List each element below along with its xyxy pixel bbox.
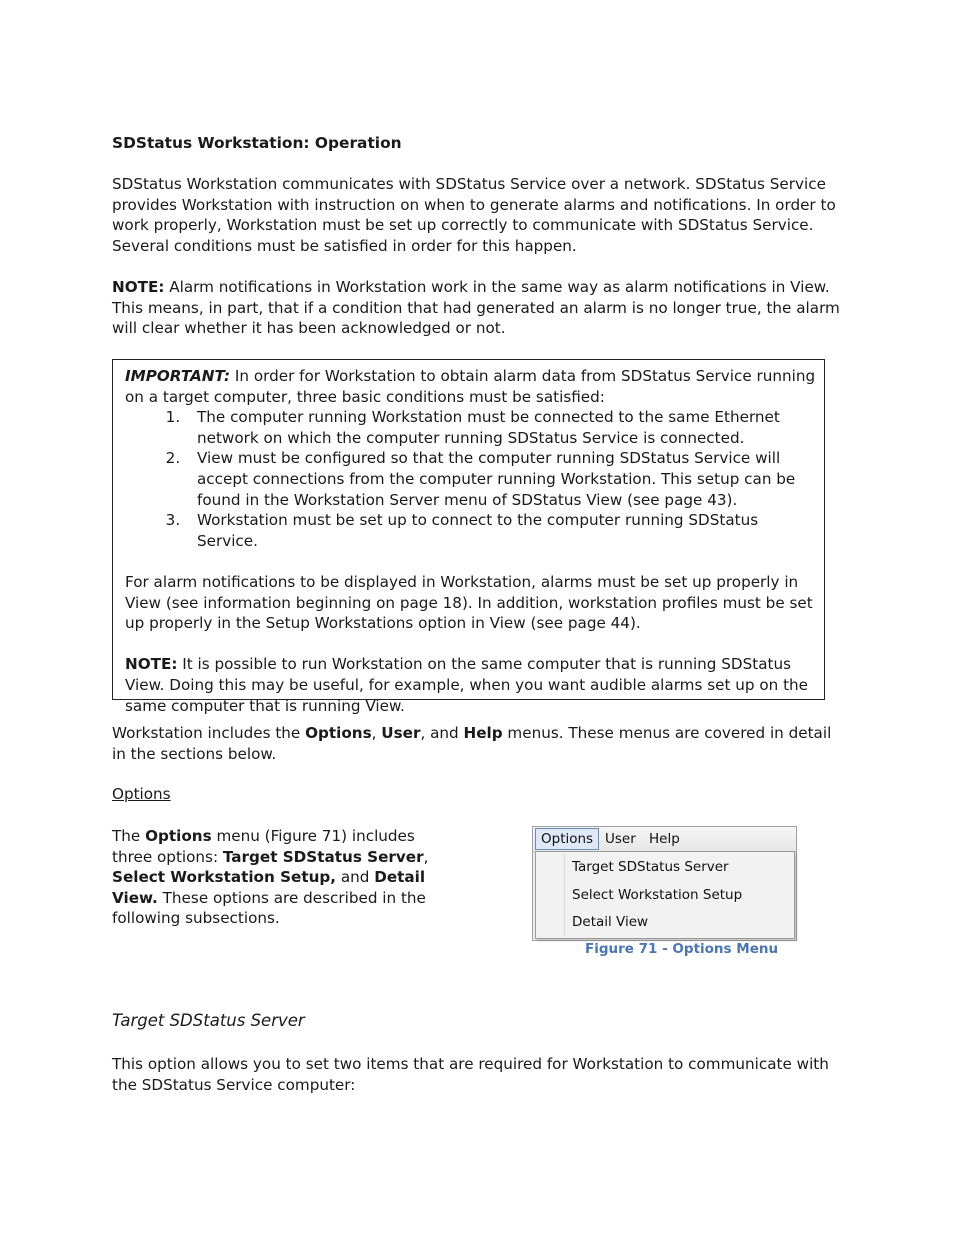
text-run: and (336, 868, 375, 887)
text-run: , (371, 724, 382, 742)
select-term: Select Workstation Setup, (112, 868, 337, 887)
target-heading: Target SDStatus Server (112, 1011, 305, 1030)
important-box (112, 359, 825, 715)
note-paragraph (112, 277, 842, 339)
menu-options[interactable]: Options (535, 828, 599, 850)
options-term: Options (145, 827, 212, 845)
options-term: Options (305, 724, 372, 742)
box-note-label: NOTE: (125, 655, 178, 674)
text-run: menu (Figure 71) includes three options: (112, 827, 415, 866)
intro-paragraph: SDStatus Workstation communicates with SDStatus Service over a network. SDStatus Service provides Workstation with instruction on when to generate alarms and notifications. In order to work properly, Workstation must be set up correctly to communicate with SDStatus Service. Several conditions must be satisfied in order for this happen. (112, 175, 836, 255)
list-item: 3. Workstation must be set up to connect to the computer running SDStatus Service. (185, 510, 820, 551)
text-run: Workstation includes the (112, 724, 306, 742)
text-run: , (423, 847, 429, 866)
text-run: menus. These menus are covered in detail in the sections below. (112, 724, 832, 763)
menu-item-target-server[interactable]: Target SDStatus Server (572, 859, 729, 875)
detail-term: Detail View. (112, 868, 426, 907)
conditions-list (125, 407, 820, 551)
help-term: Help (463, 724, 503, 742)
important-text: In order for Workstation to obtain alarm data from SDStatus Service running on a target computer, three basic conditions must be satisfied: (125, 367, 816, 406)
options-menu-figure (532, 826, 797, 941)
menus-paragraph (112, 723, 842, 764)
text-run: The (112, 827, 146, 845)
text-run: These options are described in the following subsections. (112, 888, 426, 928)
menu-gutter (564, 854, 565, 936)
options-paragraph (112, 826, 457, 929)
important-paragraph (125, 366, 820, 407)
important-label: IMPORTANT: (125, 367, 231, 385)
menu-bar (533, 827, 796, 852)
menu-help[interactable]: Help (649, 831, 680, 847)
list-item: 1. The computer running Workstation must be connected to the same Ethernet network on which the computer running SDStatus Service is connected. (185, 407, 820, 448)
box-note-text: It is possible to run Workstation on the same computer that is running SDStatus View. Doing this may be useful, for example, when you want audible alarms set up on the same computer that is running View. (125, 655, 809, 715)
menu-user[interactable]: User (605, 831, 636, 847)
section-heading: SDStatus Workstation: Operation (112, 134, 402, 152)
user-term: User (381, 724, 421, 742)
alarm-paragraph: For alarm notifications to be displayed in Workstation, alarms must be set up properly in View (see information beginning on page 18). In addition, workstation profiles must be set up properly in the Setup Workstations option in View (see page 44). (125, 572, 813, 633)
target-term: Target SDStatus Server (222, 847, 424, 866)
list-item: 2. View must be configured so that the computer running SDStatus Service will accept connections from the computer running Workstation. This setup can be found in the Workstation Server menu of SDStatus View (see page 43). (185, 448, 820, 510)
note-label: NOTE: (112, 278, 165, 296)
menu-item-select-workstation[interactable]: Select Workstation Setup (572, 887, 743, 903)
options-heading: Options (112, 785, 171, 803)
figure-caption: Figure 71 - Options Menu (585, 941, 779, 957)
text-run: , and (420, 724, 464, 742)
menu-item-detail-view[interactable]: Detail View (572, 914, 649, 930)
box-note-paragraph (125, 654, 820, 716)
options-dropdown (535, 851, 795, 939)
target-paragraph: This option allows you to set two items that are required for Workstation to communicate with the SDStatus Service computer: (112, 1055, 829, 1094)
note-text: Alarm notifications in Workstation work in the same way as alarm notifications in View. This means, in part, that if a condition that had generated an alarm is no longer true, the alarm will clear whether it has been acknowledged or not. (112, 278, 840, 338)
